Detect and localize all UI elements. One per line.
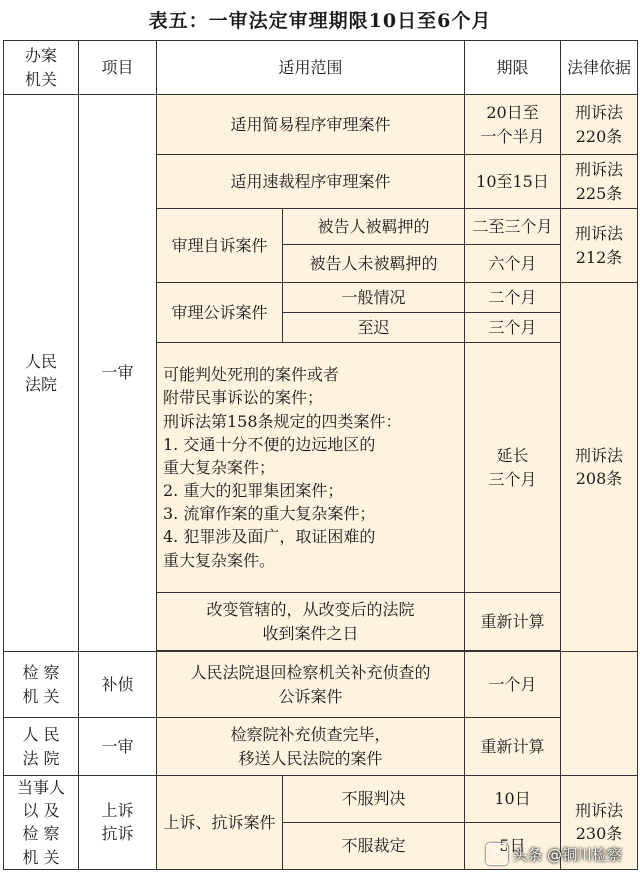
page-title: 表五：一审法定审理期限10日至6个月 (148, 10, 492, 32)
appeal-item-cell: 上诉 抗诉 (79, 776, 157, 870)
jurisdiction-period-cell: 重新计算 (465, 593, 561, 651)
normal-period-cell: 二个月 (465, 283, 561, 313)
court-org-2-cell: 人 民 法 院 (4, 718, 79, 776)
party-org-cell: 当事人 以 及 检 察 机 关 (4, 776, 79, 870)
appeal-basis-cell: 刑诉法 230条 (561, 776, 638, 870)
header-row (4, 41, 638, 95)
watermark-text: 头条 @铜川检察 (512, 845, 622, 864)
normal-case-cell: 一般情况 (283, 283, 465, 313)
jurisdiction-change-cell: 改变管辖的，从改变后的法院 收到案件之日 (157, 593, 465, 651)
resubmit-scope-cell: 检察院补充侦查完毕， 移送人民法院的案件 (157, 718, 465, 776)
header-item: 项目 (79, 41, 157, 95)
appeal-judgment-cell: 不服判决 (283, 776, 465, 823)
simple-basis-cell: 刑诉法 220条 (561, 95, 638, 155)
camera-logo-icon (486, 843, 508, 865)
procuratorate-org-cell: 检 察 机 关 (4, 652, 79, 718)
public-prosecution-cell: 审理公诉案件 (157, 283, 283, 343)
speedy-procedure-cell: 适用速裁程序审理案件 (157, 155, 465, 209)
header-scope: 适用范围 (157, 41, 465, 95)
private-prosecution-cell: 审理自诉案件 (157, 209, 283, 283)
not-detained-period-cell: 六个月 (465, 245, 561, 283)
appeal-ruling-period-cell: 5日 (465, 822, 561, 869)
trial-period-table (3, 40, 638, 870)
table-row (4, 776, 638, 823)
header-basis: 法律依据 (561, 41, 638, 95)
table-row (4, 652, 638, 718)
header-org: 办案 机关 (4, 41, 79, 95)
latest-period-cell: 三个月 (465, 313, 561, 343)
header-period: 期限 (465, 41, 561, 95)
blank-basis-cell (561, 652, 638, 776)
detained-period-cell: 二至三个月 (465, 209, 561, 245)
supplement-item-cell: 补侦 (79, 652, 157, 718)
appeal-ruling-cell: 不服裁定 (283, 822, 465, 869)
special-period-cell: 延长 三个月 (465, 343, 561, 593)
not-detained-cell: 被告人未被羁押的 (283, 245, 465, 283)
appeal-scope-cell: 上诉、抗诉案件 (157, 776, 283, 870)
appeal-judgment-period-cell: 10日 (465, 776, 561, 823)
detained-cell: 被告人被羁押的 (283, 209, 465, 245)
public-basis-cell: 刑诉法 208条 (561, 283, 638, 652)
first-trial-2-cell: 一审 (79, 718, 157, 776)
simple-procedure-cell: 适用简易程序审理案件 (157, 95, 465, 155)
supplement-scope-cell: 人民法院退回检察机关补充侦查的 公诉案件 (157, 652, 465, 718)
latest-case-cell: 至迟 (283, 313, 465, 343)
simple-period-cell: 20日至 一个半月 (465, 95, 561, 155)
court-org-cell: 人民 法院 (4, 95, 79, 652)
watermark (486, 843, 622, 865)
speedy-basis-cell: 刑诉法 225条 (561, 155, 638, 209)
table-row (4, 718, 638, 776)
private-basis-cell: 刑诉法 212条 (561, 209, 638, 283)
first-trial-cell: 一审 (79, 95, 157, 652)
table-row (4, 95, 638, 155)
speedy-period-cell: 10至15日 (465, 155, 561, 209)
supplement-period-cell: 一个月 (465, 652, 561, 718)
special-cases-cell: 可能判处死刑的案件或者 附带民事诉讼的案件； 刑诉法第158条规定的四类案件： 1. 交通十分不便的边远地区的 重大复杂案件； 2. 重大的犯罪集团案件； 3. 流窜作案的重大复杂案件； 4. 犯罪涉及面广，取证困难的 重大复杂案件。 (157, 343, 465, 593)
resubmit-period-cell: 重新计算 (465, 718, 561, 776)
